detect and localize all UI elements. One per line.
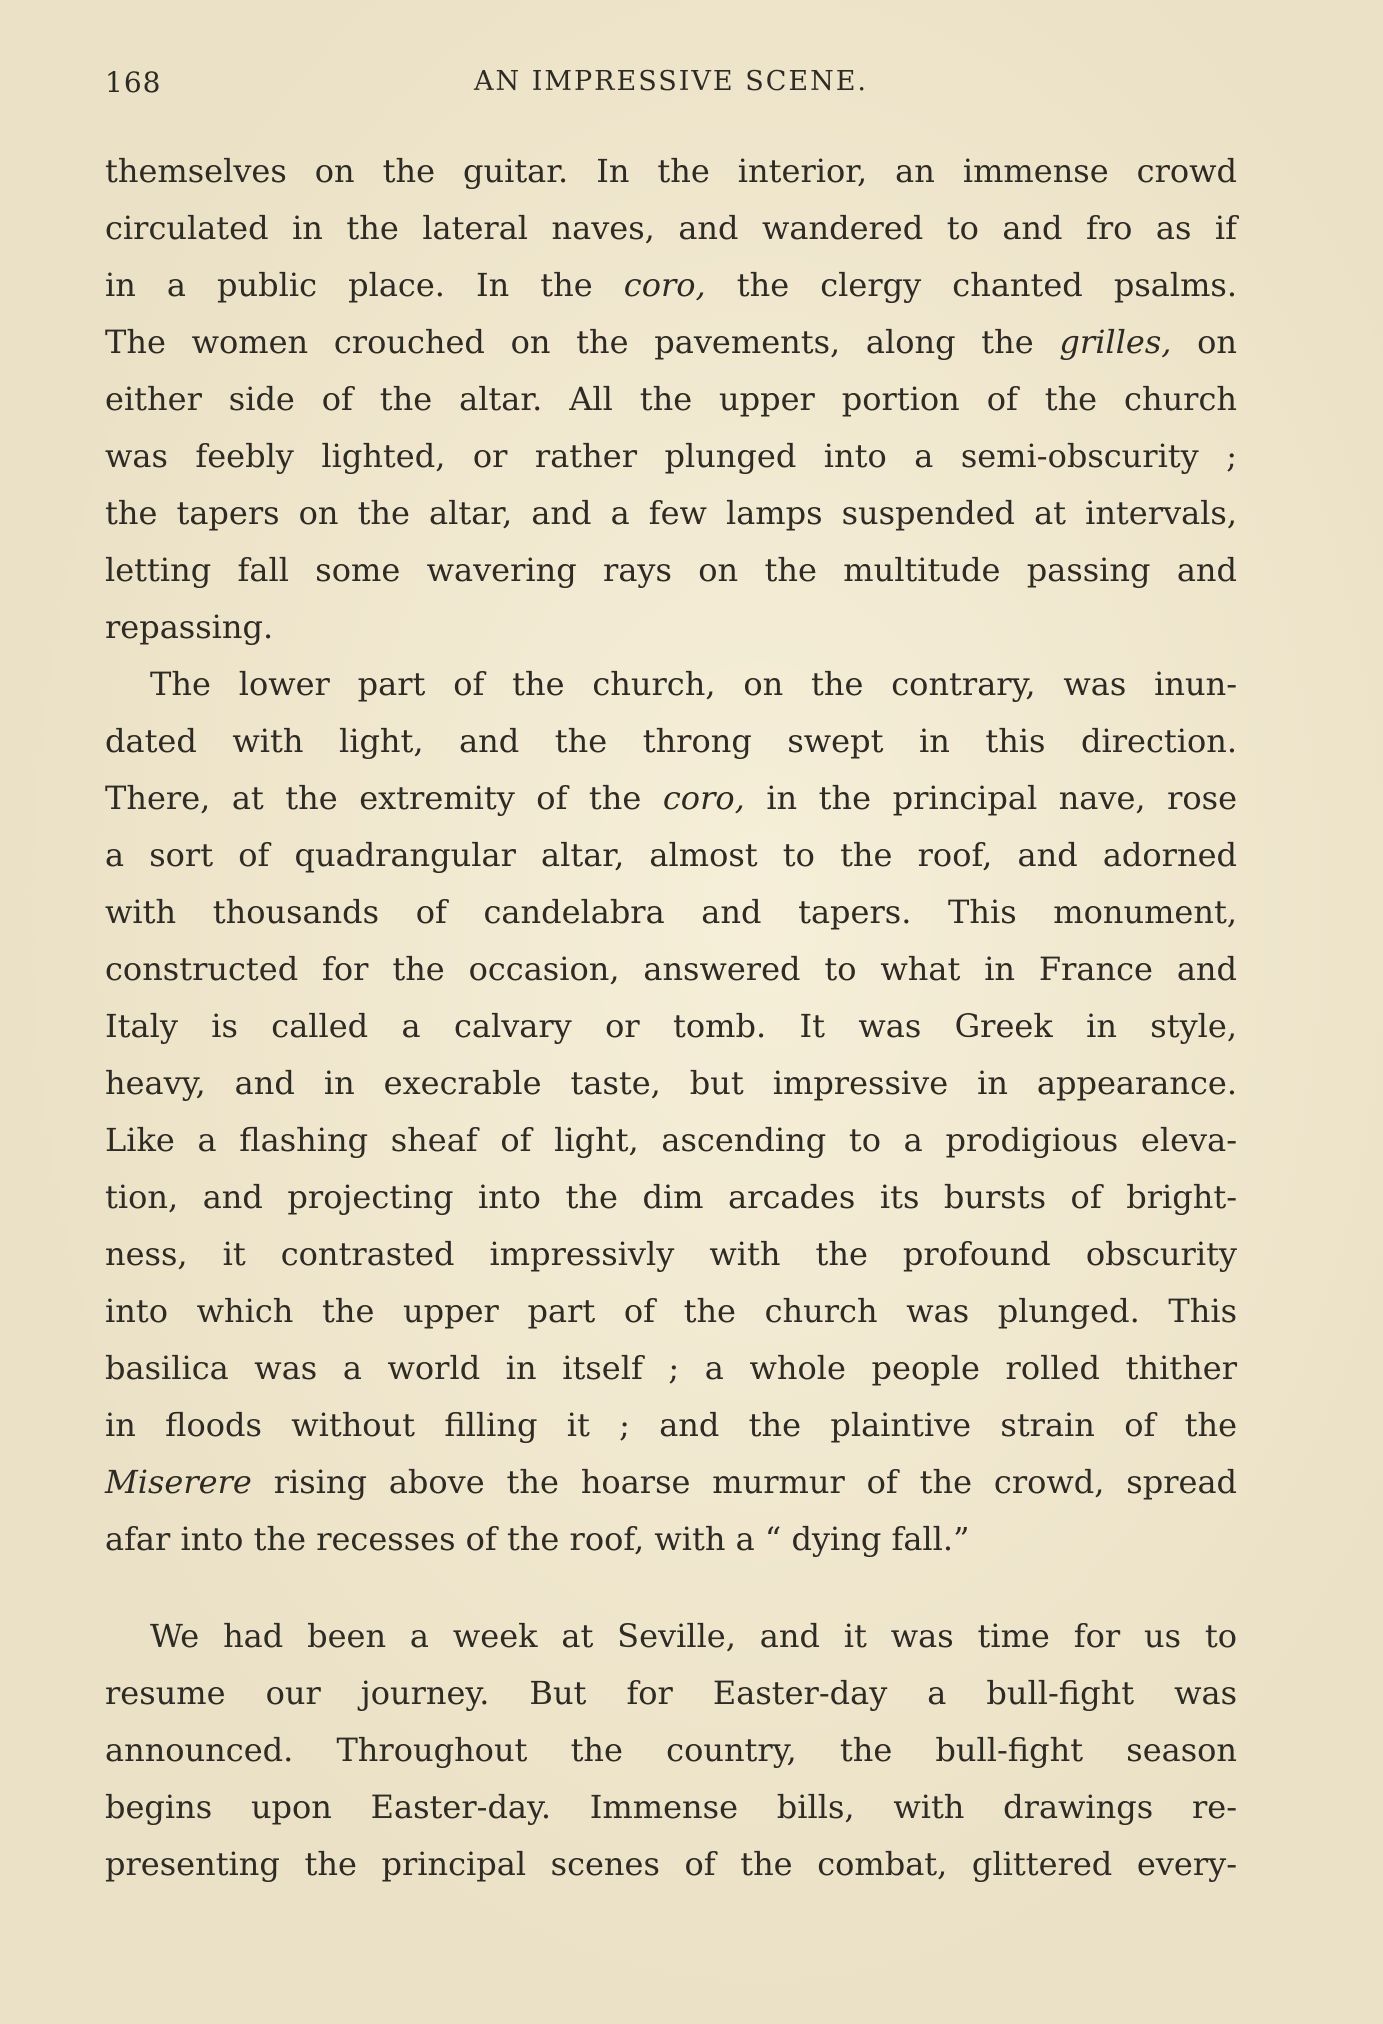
text-line: into which the upper part of the church was plunged. This [105, 1292, 1237, 1330]
text-line: ness, it contrasted impressivly with the profound obscurity [105, 1235, 1237, 1273]
italic-word: Miserere [105, 1463, 252, 1501]
text-line: presenting the principal scenes of the combat, glittered every- [105, 1845, 1237, 1883]
text-line: in a public place. In the coro, the clergy chanted psalms. [105, 266, 1238, 304]
text-line: The lower part of the church, on the contrary, was inun- [150, 665, 1237, 703]
italic-word: coro, [623, 266, 706, 304]
text-line: announced. Throughout the country, the bull-fight season [105, 1731, 1237, 1769]
text-line: was feebly lighted, or rather plunged into a semi-obscurity ; [105, 437, 1237, 475]
italic-word: coro, [662, 779, 745, 817]
text-line: letting fall some wavering rays on the multitude passing and [105, 551, 1237, 589]
text-line: Miserere rising above the hoarse murmur of the crowd, spread [105, 1463, 1237, 1501]
text-line: The women crouched on the pavements, along the grilles, on [105, 323, 1238, 361]
text-line: There, at the extremity of the coro, in the principal nave, rose [105, 779, 1238, 817]
text-line: a sort of quadrangular altar, almost to the roof, and adorned [105, 836, 1237, 874]
text-line: with thousands of candelabra and tapers. This monument, [105, 893, 1237, 931]
text-line: Italy is called a calvary or tomb. It was Greek in style, [105, 1007, 1237, 1045]
text-line: in floods without filling it ; and the plaintive strain of the [105, 1406, 1237, 1444]
paragraph [105, 656, 1237, 1568]
text-line: begins upon Easter-day. Immense bills, with drawings re- [105, 1788, 1237, 1826]
text-line: either side of the altar. All the upper portion of the church [105, 380, 1237, 418]
text-line: tion, and projecting into the dim arcades its bursts of bright- [105, 1178, 1237, 1216]
body-text [105, 143, 1237, 1893]
section-gap [105, 1568, 1237, 1608]
text-line: themselves on the guitar. In the interior, an immense crowd [105, 152, 1237, 190]
text-line: constructed for the occasion, answered to what in France and [105, 950, 1237, 988]
text-line: resume our journey. But for Easter-day a bull-fight was [105, 1674, 1237, 1712]
text-line: dated with light, and the throng swept in this direction. [105, 722, 1237, 760]
paragraph [105, 1608, 1237, 1893]
text-line: afar into the recesses of the roof, with a “ dying fall.” [105, 1520, 970, 1558]
text-line: basilica was a world in itself ; a whole people rolled thither [105, 1349, 1237, 1387]
text-line: repassing. [105, 608, 274, 646]
text-line: We had been a week at Seville, and it was time for us to [150, 1617, 1237, 1655]
italic-word: grilles, [1059, 323, 1172, 361]
page-number: 168 [105, 66, 162, 99]
running-head [105, 66, 1237, 106]
text-line: the tapers on the altar, and a few lamps suspended at intervals, [105, 494, 1237, 532]
text-line: Like a flashing sheaf of light, ascending to a prodigious eleva- [105, 1121, 1237, 1159]
text-line: circulated in the lateral naves, and wandered to and fro as if [105, 209, 1237, 247]
paragraph [105, 143, 1237, 656]
running-title: AN IMPRESSIVE SCENE. [474, 66, 868, 97]
text-line: heavy, and in execrable taste, but impressive in appearance. [105, 1064, 1237, 1102]
